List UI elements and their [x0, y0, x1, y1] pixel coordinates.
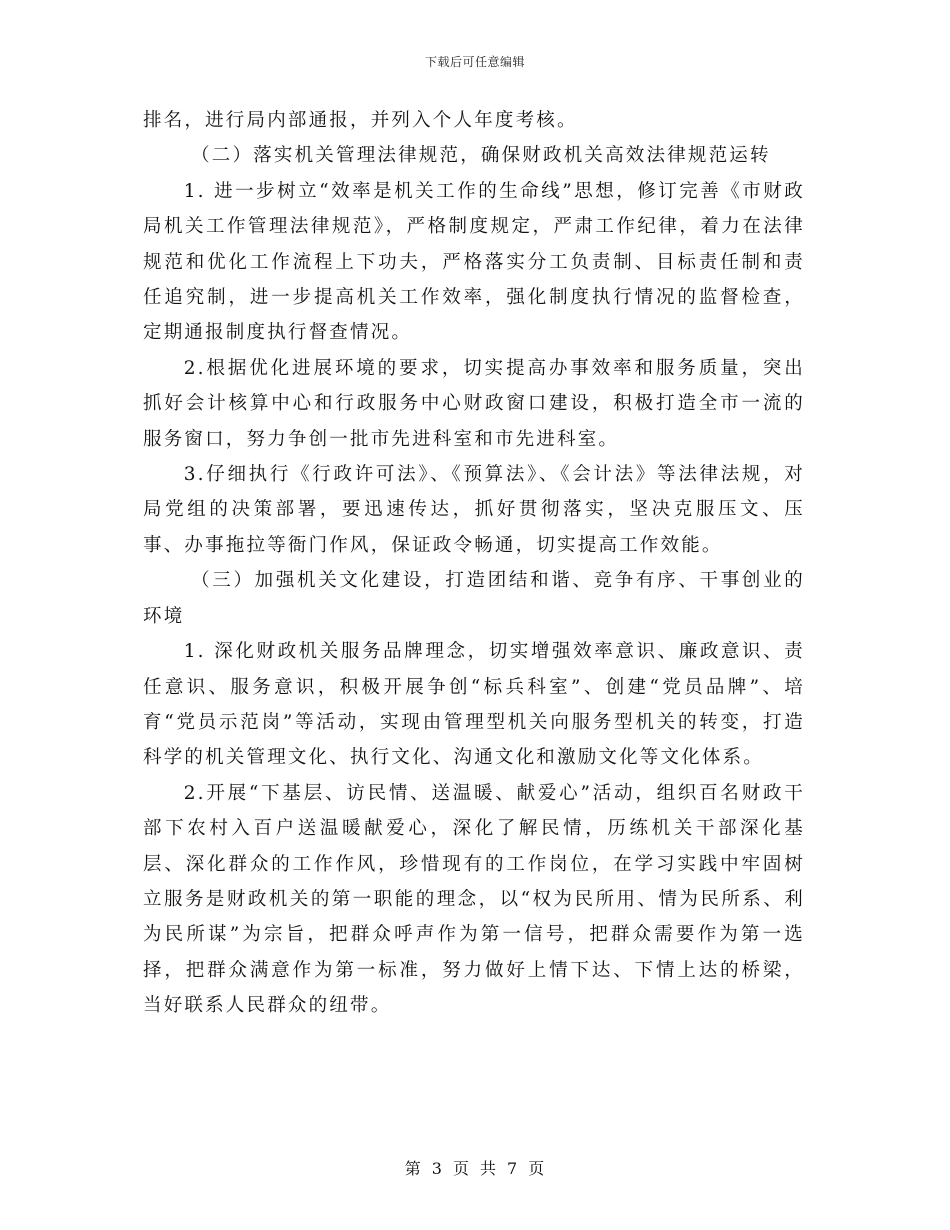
paragraph-3-1: 1. 深化财政机关服务品牌理念，切实增强效率意识、廉政意识、责任意识、服务意识，积极开展争创“标兵科室”、创建“党员品牌”、培育“党员示范岗”等活动，实现由管理型机关向服务型机关的转变，打造科学的机关管理文化、执行文化、沟通文化和激励文化等文化体系。 [143, 641, 805, 769]
footer-ye2: 页 [528, 1159, 546, 1178]
section-heading-3: （三）加强机关文化建设，打造团结和谐、竞争有序、干事创业的环境 [143, 570, 805, 627]
footer-di: 第 [404, 1159, 422, 1178]
footer-ye: 页 [452, 1159, 470, 1178]
paragraph-3-2: 2.开展“下基层、访民情、送温暖、献爱心”活动，组织百名财政干部下农村入百户送温暖献爱心，深化了解民情，历练机关干部深化基层、深化群众的工作作风，珍惜现有的工作岗位，在学习实践中牢固树立服务是财政机关的第一职能的理念，以“权为民所用、情为民所系、利为民所谋”为宗旨，把群众呼声作为第一信号，把群众需要作为第一选择，把群众满意作为第一标准，努力做好上情下达、下情上达的桥梁，当好联系人民群众的纽带。 [143, 782, 805, 1017]
paragraph-2-1: 1. 进一步树立“效率是机关工作的生命线”思想，修订完善《市财政局机关工作管理法律规范》，严格制度规定，严肃工作纪律，着力在法律规范和优化工作流程上下功夫，严格落实分工负责制、目标责任制和责任追究制，进一步提高机关工作效率，强化制度执行情况的监督检查，定期通报制度执行督查情况。 [143, 180, 805, 344]
footer-gong: 共 [480, 1159, 498, 1178]
document-body [143, 103, 805, 1024]
section-heading-2: （二）落实机关管理法律规范，确保财政机关高效法律规范运转 [191, 145, 771, 167]
paragraph-2-2: 2.根据优化进展环境的要求，切实提高办事效率和服务质量，突出抓好会计核算中心和行政服务中心财政窗口建设，积极打造全市一流的服务窗口，努力争创一批市先进科室和市先进科室。 [143, 357, 805, 450]
page-header: 下载后可任意编辑 [424, 55, 525, 69]
paragraph-2-3: 3.仔细执行《行政许可法》、《预算法》、《会计法》等法律法规，对局党组的决策部署，要迅速传达，抓好贯彻落实，坚决克服压文、压事、办事拖拉等衙门作风，保证政令畅通，切实提高工作效能。 [143, 464, 805, 556]
paragraph-continuation: 排名，进行局内部通报，并列入个人年度考核。 [143, 110, 578, 131]
footer-total-pages: 7 [507, 1159, 519, 1178]
page-footer [0, 1156, 950, 1179]
footer-page-number: 3 [431, 1159, 443, 1178]
